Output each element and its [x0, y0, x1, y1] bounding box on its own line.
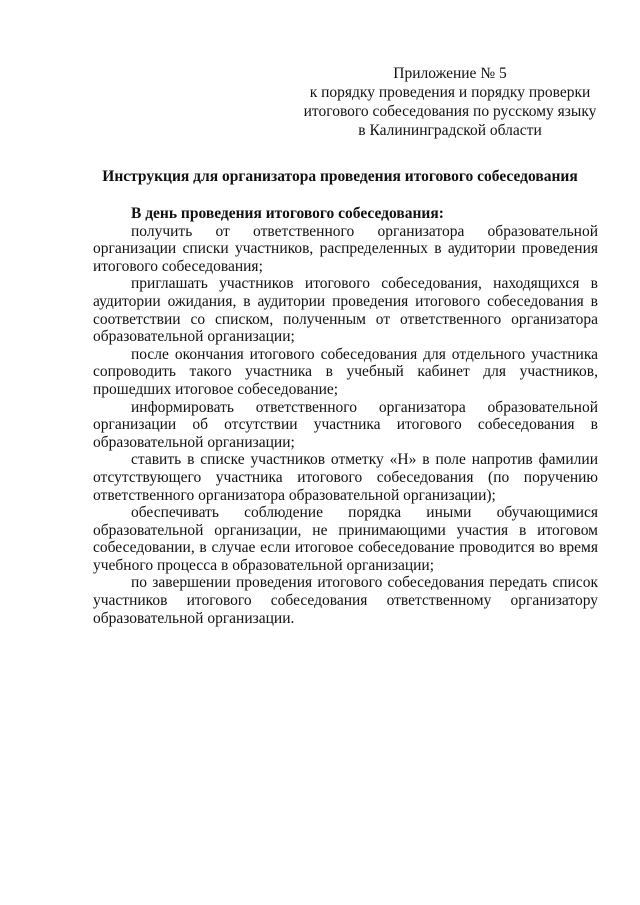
instruction-item: информировать ответственного организатора образовательной организации об отсутствии участника итогового собеседования в образовательной организации; — [93, 398, 598, 451]
instruction-item: получить от ответственного организатора образовательной организации списки участников, распределенных в аудитории проведения итогового собеседования; — [93, 222, 598, 275]
section-heading: В день проведения итогового собеседования: — [131, 205, 444, 222]
appendix-reference-line: итогового собеседования по русскому языку — [303, 103, 597, 120]
instruction-item: ставить в списке участников отметку «Н» в поле напротив фамилии отсутствующего участника итогового собеседования (по поручению ответственного организатора образовательной организации); — [93, 451, 598, 504]
document-title: Инструкция для организатора проведения итогового собеседования — [102, 168, 578, 185]
instruction-body — [93, 205, 598, 627]
instruction-item: обеспечивать соблюдение порядка иными обучающимися образовательной организации, не принимающими участия в итоговом собеседовании, в случае если итоговое собеседование проводится во время учебного процесса в образовательной организации; — [93, 504, 598, 574]
appendix-reference-line: к порядку проведения и порядку проверки — [309, 84, 591, 101]
appendix-reference-line: в Калининградской области — [358, 122, 542, 139]
instruction-item: по завершении проведения итогового собеседования передать список участников итогового собеседования ответственному организатору образовательной организации. — [93, 574, 598, 627]
instruction-item: приглашать участников итогового собеседования, находящихся в аудитории ожидания, в аудитории проведения итогового собеседования в соответствии со списком, полученным от ответственного организатора образовательной организации; — [93, 275, 598, 346]
appendix-number: Приложение № 5 — [393, 65, 507, 82]
appendix-header — [300, 64, 600, 140]
instruction-item: после окончания итогового собеседования для отдельного участника сопроводить такого участника в учебный кабинет для участников, прошедших итоговое собеседование; — [93, 345, 598, 398]
